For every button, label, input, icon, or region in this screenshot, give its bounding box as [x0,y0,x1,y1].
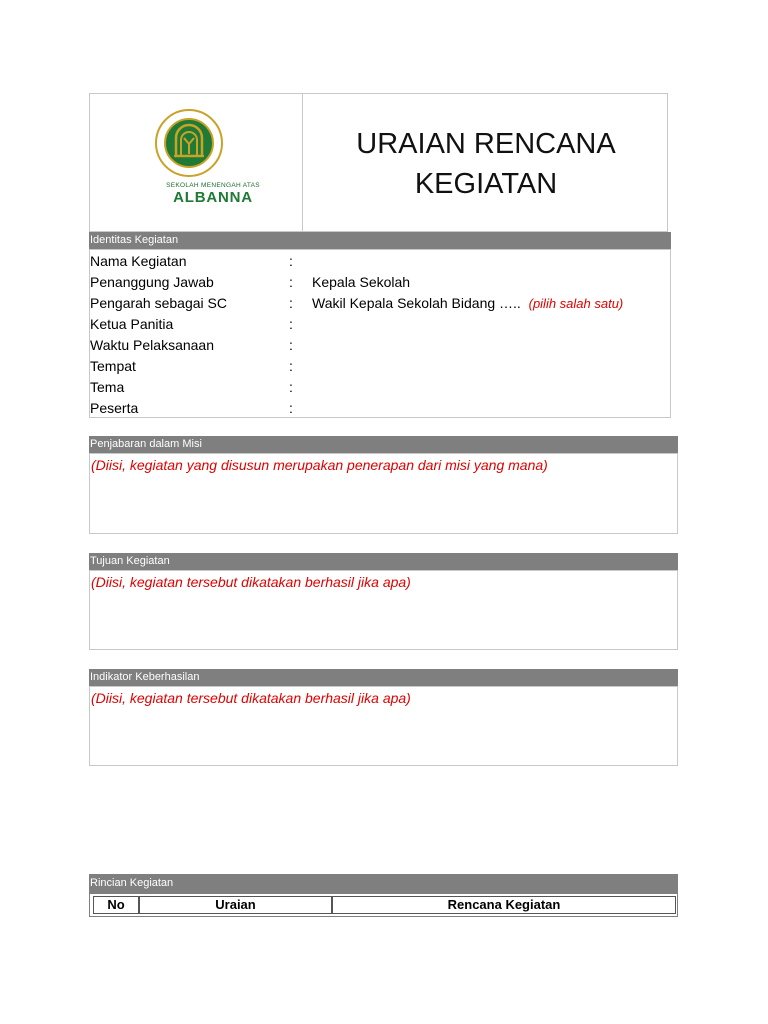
page-title [303,124,669,204]
pengarah-sc-note: (pilih salah satu) [528,296,624,311]
title-line-2: KEGIATAN [414,168,558,200]
identitas-colon: : [289,337,293,353]
identitas-label-tempat: Tempat [90,358,136,374]
identitas-label-penanggung-jawab: Penanggung Jawab [90,274,214,290]
identitas-colon: : [289,253,293,269]
identitas-colon: : [289,379,293,395]
identitas-value-penanggung-jawab[interactable]: Kepala Sekolah [312,274,411,290]
identitas-label-pengarah-sc: Pengarah sebagai SC [90,295,227,311]
column-header-rencana-kegiatan: Rencana Kegiatan [332,896,676,914]
identitas-colon: : [289,316,293,332]
identitas-label-ketua-panitia: Ketua Panitia [90,316,174,332]
section-bar-rincian: Rincian Kegiatan [89,874,678,893]
logo-cell [90,94,303,231]
pengarah-sc-text: Wakil Kepala Sekolah Bidang ….. [312,295,521,311]
logo-school-name: ALBANNA [173,189,253,206]
identitas-colon: : [289,400,293,416]
column-header-uraian: Uraian [139,896,332,914]
identitas-label-waktu-pelaksanaan: Waktu Pelaksanaan [90,337,214,353]
identitas-colon: : [289,358,293,374]
rincian-table-header [89,893,678,917]
indikator-hint: (Diisi, kegiatan tersebut dikatakan berhasil jika apa) [91,690,411,706]
section-bar-tujuan: Tujuan Kegiatan [89,553,678,570]
section-bar-indikator: Indikator Keberhasilan [89,669,678,686]
misi-hint: (Diisi, kegiatan yang disusun merupakan penerapan dari misi yang mana) [91,457,548,473]
identitas-colon: : [289,274,293,290]
title-line-1: URAIAN RENCANA [356,128,616,160]
tujuan-hint: (Diisi, kegiatan tersebut dikatakan berhasil jika apa) [91,574,411,590]
identitas-colon: : [289,295,293,311]
logo-subtitle: SEKOLAH MENENGAH ATAS [166,182,260,189]
document-header [89,93,668,232]
identitas-value-pengarah-sc[interactable] [312,293,623,313]
section-bar-misi: Penjabaran dalam Misi [89,436,678,453]
school-logo-emblem [154,108,224,178]
section-bar-identitas: Identitas Kegiatan [89,232,671,249]
identitas-label-nama-kegiatan: Nama Kegiatan [90,253,187,269]
identitas-label-tema: Tema [90,379,125,395]
column-header-no: No [93,896,139,914]
identitas-label-peserta: Peserta [90,400,139,416]
